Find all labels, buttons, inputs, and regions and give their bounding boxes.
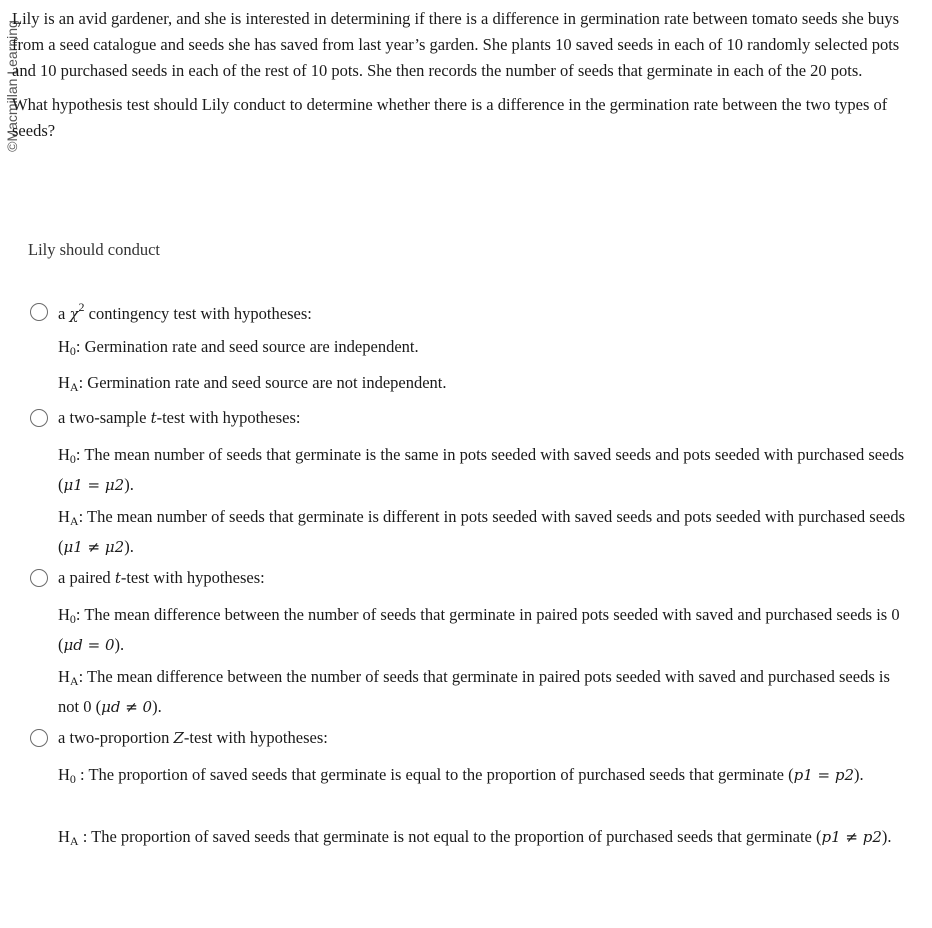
question-paragraph-1: Lily is an avid gardener, and she is interested in determining if there is a difference in germination rate between tomato seeds she buys from a seed catalogue and seeds she has saved from last year’s garden. She plants 10 saved seeds in each of 10 randomly selected pots and 10 purchased seeds in each of the rest of 10 pots. She then records the number of seeds that germinate in each of the 20 pots. (12, 9, 900, 80)
answer-lead: Lily should conduct (28, 240, 160, 259)
prop-h0: $H_0$ : The proportion of saved seeds that germinate is equal to the proportion of purchased seeds that germinate (p1 = p2). (58, 765, 864, 786)
option-two-sample-t-label: a two-sample t-test with hypotheses: (58, 408, 301, 427)
radio-two-sample-t[interactable] (30, 409, 48, 427)
option-two-proportion-z-label: a two-proportion Z-test with hypotheses: (58, 728, 328, 747)
radio-chi-square[interactable] (30, 303, 48, 321)
paired-h0: $H_0$: The mean difference between the number of seeds that germinate in paired pots seeded with saved and purchased seeds is 0 (μd = 0). (58, 605, 900, 654)
radio-two-proportion-z[interactable] (30, 729, 48, 747)
option-paired-t[interactable] (30, 568, 265, 588)
option-two-sample-t[interactable] (30, 408, 301, 428)
option-chi-square-label: a $\chi^2$ contingency test with hypotheses: (58, 300, 312, 323)
option-paired-t-label: a paired t-test with hypotheses: (58, 568, 265, 587)
chi-h0: $H_0$: Germination rate and seed source are independent. (58, 337, 419, 358)
paired-ha: $H_A$: The mean difference between the number of seeds that germinate in paired pots seeded with saved and purchased seeds is not 0 (μd ≠ 0). (58, 667, 890, 716)
option-chi-square[interactable] (30, 300, 312, 324)
two-sample-h0: $H_0$: The mean number of seeds that germinate is the same in pots seeded with saved seeds and pots seeded with purchased seeds (μ1 = μ2). (58, 445, 905, 494)
two-sample-ha: $H_A$: The mean number of seeds that germinate is different in pots seeded with saved seeds and pots seeded with purchased seeds (μ1 ≠ μ2). (58, 507, 906, 556)
chi-ha: $H_A$: Germination rate and seed source are not independent. (58, 373, 447, 394)
prop-ha: $H_A$ : The proportion of saved seeds that germinate is not equal to the proportion of purchased seeds that germinate (p1 ≠ p2). (58, 827, 892, 848)
question-paragraph-2: What hypothesis test should Lily conduct to determine whether there is a difference in the germination rate between the two types of seeds? (12, 95, 888, 140)
option-two-proportion-z[interactable] (30, 728, 328, 748)
watermark: ©Macmillan Learning (4, 20, 20, 152)
question-text (12, 6, 917, 152)
radio-paired-t[interactable] (30, 569, 48, 587)
